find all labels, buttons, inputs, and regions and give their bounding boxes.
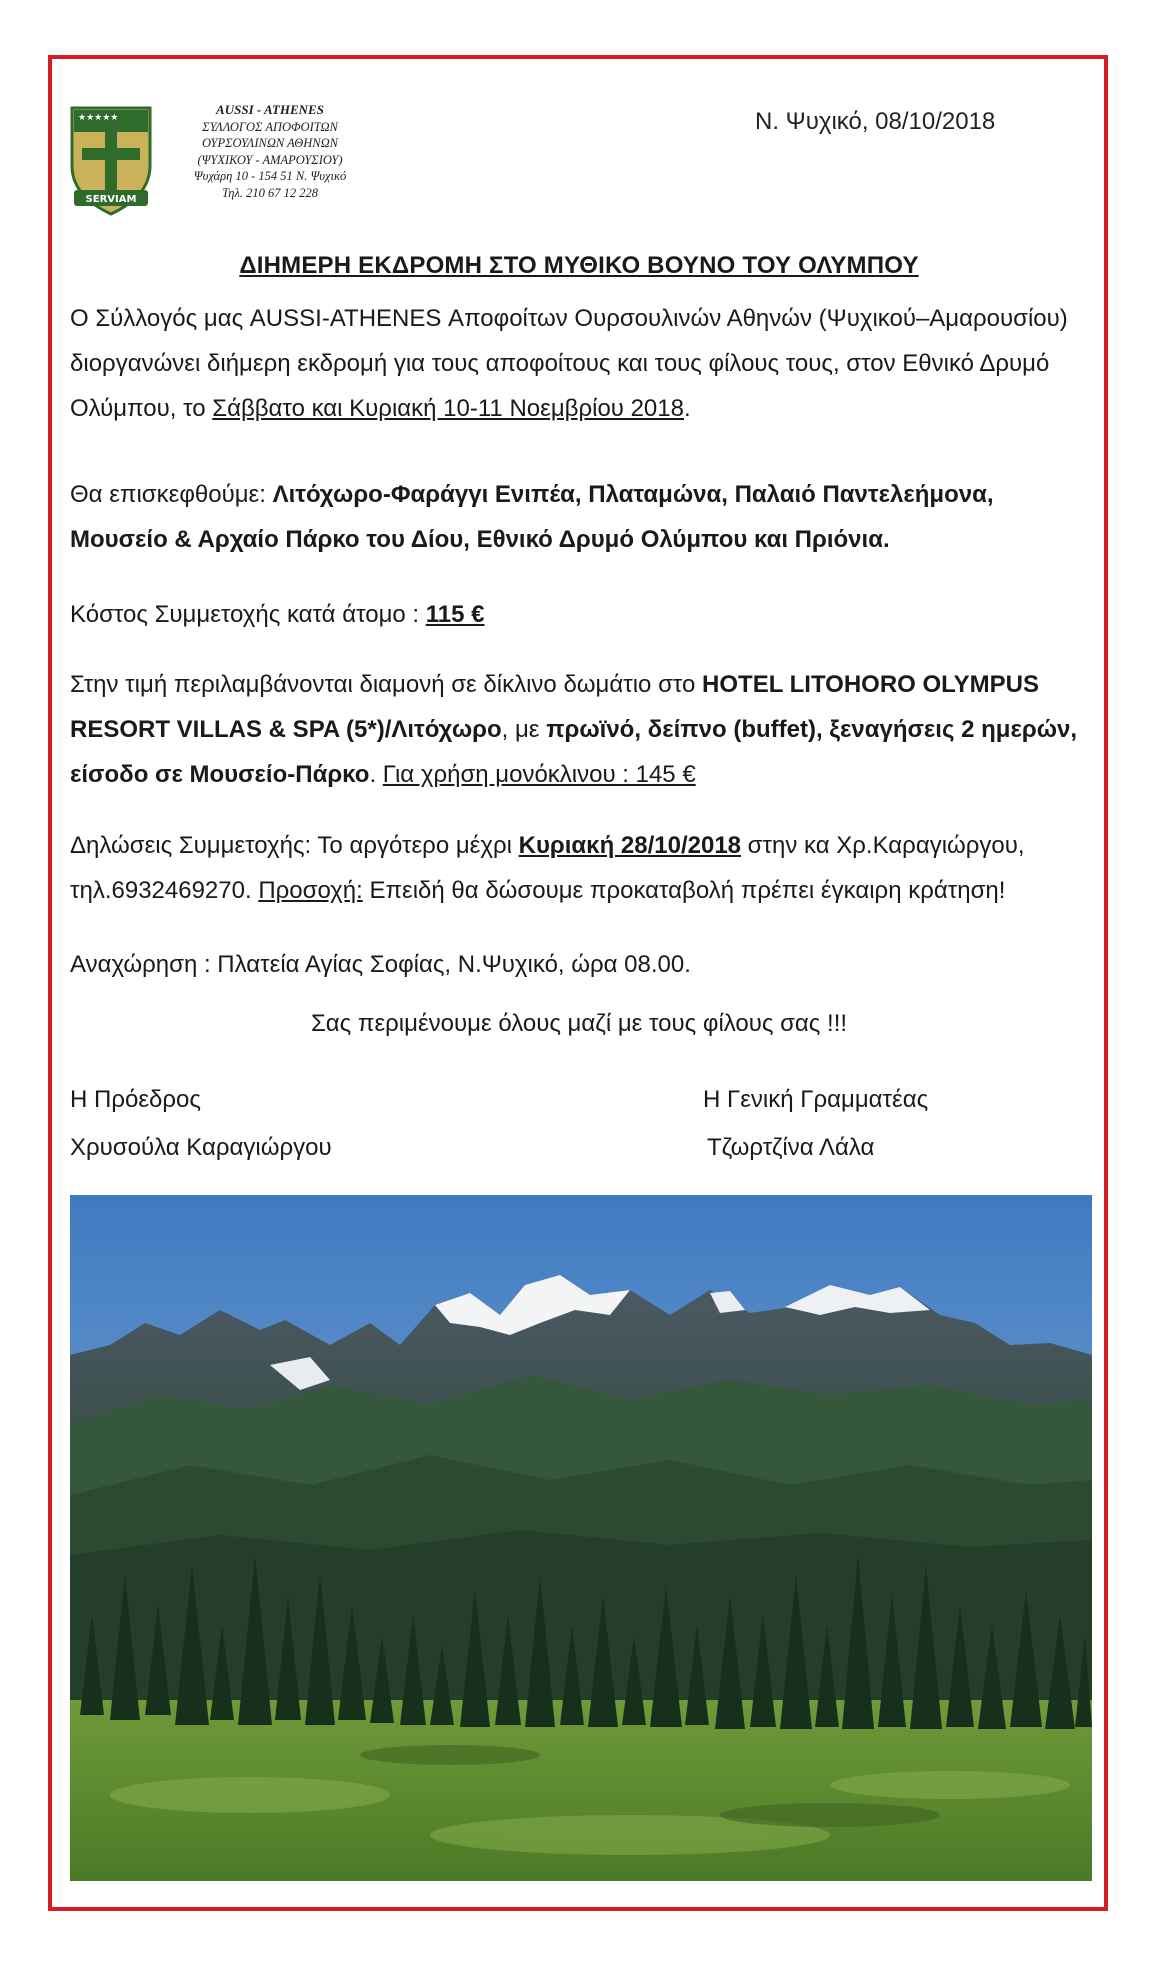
president-name: Χρυσούλα Καραγιώργου [70, 1134, 332, 1161]
logo-motto: SERVIAM [85, 194, 137, 205]
registration-deadline: Κυριακή 28/10/2018 [518, 832, 742, 859]
secretary-signature [703, 1076, 928, 1172]
includes-text-2: , με [501, 716, 547, 743]
closing-line: Σας περιμένουμε όλους μαζί με τους φίλους σας !!! [310, 1010, 848, 1037]
president-title: Η Πρόεδρος [70, 1086, 201, 1113]
visit-places: Λιτόχωρο-Φαράγγι Ενιπέα, Πλαταμώνα, Παλαιό Παντελεήμονα, Μουσείο & Αρχαίο Πάρκο του Δίου, Εθνικό Δρυμό Ολύμπου και Πριόνια. [70, 481, 994, 553]
departure-paragraph: Αναχώρηση : Πλατεία Αγίας Σοφίας, Ν.Ψυχικό, ώρα 08.00. [70, 951, 691, 978]
included-services: πρωϊνό, δείπνο (buffet), ξεναγήσεις 2 ημερών, είσοδο σε Μουσείο-Πάρκο [70, 716, 1078, 788]
includes-text-1: Στην τιμή περιλαμβάνονται διαμονή σε δίκλινο δωμάτιο στο [70, 671, 703, 698]
organization-line: ΣΥΛΛΟΓΟΣ ΑΠΟΦΟΙΤΩΝ [202, 119, 338, 134]
intro-end: . [683, 395, 691, 422]
single-room-price: Για χρήση μονόκλινου : 145 € [382, 761, 696, 788]
organization-phone: Τηλ. 210 67 12 228 [221, 185, 318, 200]
registration-text-1: Δηλώσεις Συμμετοχής: Το αργότερο μέχρι [70, 832, 519, 859]
organization-line: (ΨΥΧΙΚΟΥ - ΑΜΑΡΟΥΣΙΟΥ) [197, 152, 343, 167]
secretary-name: Τζωρτζίνα Λάλα [707, 1134, 875, 1161]
place-and-date: Ν. Ψυχικό, 08/10/2018 [755, 108, 996, 135]
president-signature [70, 1076, 332, 1172]
cost-value: 115 € [425, 601, 485, 628]
registration-text-2: στην κα Χρ.Καραγιώργου, τηλ.6932469270. [70, 832, 1025, 904]
mountain-landscape-photo [70, 1195, 1092, 1881]
registration-paragraph [70, 823, 1090, 913]
school-crest-logo [68, 104, 154, 216]
attention-label: Προσοχή: [258, 877, 363, 904]
svg-text:★★★★★: ★★★★★ [78, 113, 119, 123]
organization-address: Ψυχάρη 10 - 154 51 Ν. Ψυχικό [193, 169, 347, 183]
includes-text-3: . [369, 761, 383, 788]
includes-paragraph [70, 662, 1090, 797]
visit-lead: Θα επισκεφθούμε: [70, 481, 273, 508]
organization-block [165, 102, 375, 201]
intro-text: Ο Σύλλογός μας AUSSI-ATHENES Αποφοίτων Ουρσουλινών Αθηνών (Ψυχικού–Αμαρουσίου) διοργανώνει διήμερη εκδρομή για τους αποφοίτους και τους φίλους τους, στον Εθνικό Δρυμό Ολύμπου, το [70, 305, 1068, 422]
document-title: ΔΙΗΜΕΡΗ ΕΚΔΡΟΜΗ ΣΤΟ ΜΥΘΙΚΟ ΒΟΥΝΟ ΤΟΥ ΟΛΥΜΠΟΥ [239, 252, 919, 279]
trip-dates: Σάββατο και Κυριακή 10-11 Νοεμβρίου 2018 [212, 395, 684, 422]
organization-name: AUSSI - ATHENES [216, 102, 324, 117]
cost-paragraph [70, 592, 1090, 637]
registration-text-3: Επειδή θα δώσουμε προκαταβολή πρέπει έγκαιρη κράτηση! [362, 877, 1006, 904]
intro-paragraph [70, 296, 1090, 431]
organization-line: ΟΥΡΣΟΥΛΙΝΩΝ ΑΘΗΝΩΝ [202, 136, 338, 150]
cost-label: Κόστος Συμμετοχής κατά άτομο : [70, 601, 426, 628]
hotel-name: HOTEL LITOHORO OLYMPUS RESORT VILLAS & SPA (5*)/Λιτόχωρο [70, 671, 1039, 743]
secretary-title: Η Γενική Γραμματέας [703, 1086, 929, 1113]
visit-paragraph [70, 472, 1090, 562]
